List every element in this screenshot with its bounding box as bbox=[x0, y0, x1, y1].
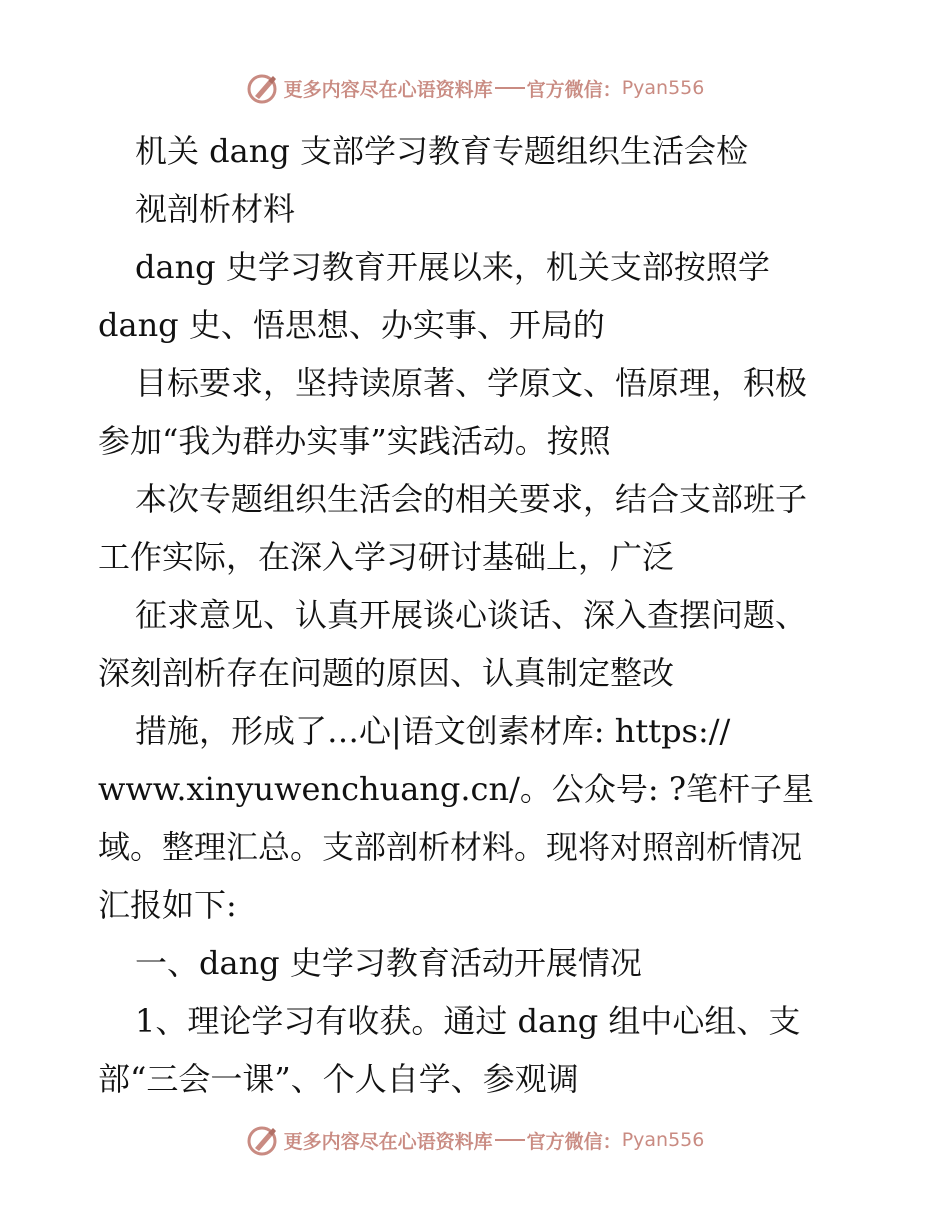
header-banner-text: 更多内容尽在心语资料库 bbox=[283, 78, 493, 101]
body-line: 1、理论学习有收获。通过 dang 组中心组、支 bbox=[135, 1002, 801, 1040]
body-line: 一、dang 史学习教育活动开展情况 bbox=[135, 944, 642, 982]
body-line: 域。整理汇总。支部剖析材料。现将对照剖析情况 bbox=[98, 828, 803, 866]
body-line: 本次专题组织生活会的相关要求，结合支部班子 bbox=[135, 480, 808, 518]
body-line: dang 史学习教育开展以来，机关支部按照学 bbox=[135, 248, 770, 286]
body-line: 目标要求，坚持读原著、学原文、悟原理，积极 bbox=[135, 364, 808, 402]
body-line: 征求意见、认真开展谈心谈话、深入查摆问题、 bbox=[135, 596, 808, 634]
pen-logo-icon bbox=[246, 1123, 280, 1157]
footer-banner-text: 更多内容尽在心语资料库 bbox=[283, 1130, 493, 1153]
body-line: 机关 dang 支部学习教育专题组织生活会检 bbox=[135, 132, 749, 170]
body-line: dang 史、悟思想、办实事、开局的 bbox=[98, 306, 605, 344]
header-banner-dash bbox=[495, 87, 525, 89]
body-line: 视剖析材料 bbox=[135, 190, 296, 228]
header-banner-official: 官方微信： bbox=[526, 78, 622, 101]
footer-watermark-banner bbox=[0, 1120, 950, 1160]
footer-banner-id: Pyan556 bbox=[621, 1129, 705, 1151]
header-banner-id: Pyan556 bbox=[621, 77, 705, 99]
body-line: 深刻剖析存在问题的原因、认真制定整改 bbox=[98, 654, 675, 692]
body-line: 工作实际，在深入学习研讨基础上，广泛 bbox=[98, 538, 675, 576]
body-line: 措施，形成了…心|语文创素材库: https:// bbox=[135, 712, 731, 750]
header-watermark-banner bbox=[0, 68, 950, 108]
body-line: 汇报如下: bbox=[98, 886, 237, 924]
footer-banner-official: 官方微信： bbox=[526, 1130, 622, 1153]
body-line: 部“三会一课”、个人自学、参观调 bbox=[98, 1060, 579, 1098]
body-line: www.xinyuwenchuang.cn/。公众号: ?笔杆子星 bbox=[98, 770, 814, 808]
footer-banner-dash bbox=[495, 1139, 525, 1141]
pen-logo-icon bbox=[246, 71, 280, 105]
body-line: 参加“我为群办实事”实践活动。按照 bbox=[98, 422, 611, 460]
